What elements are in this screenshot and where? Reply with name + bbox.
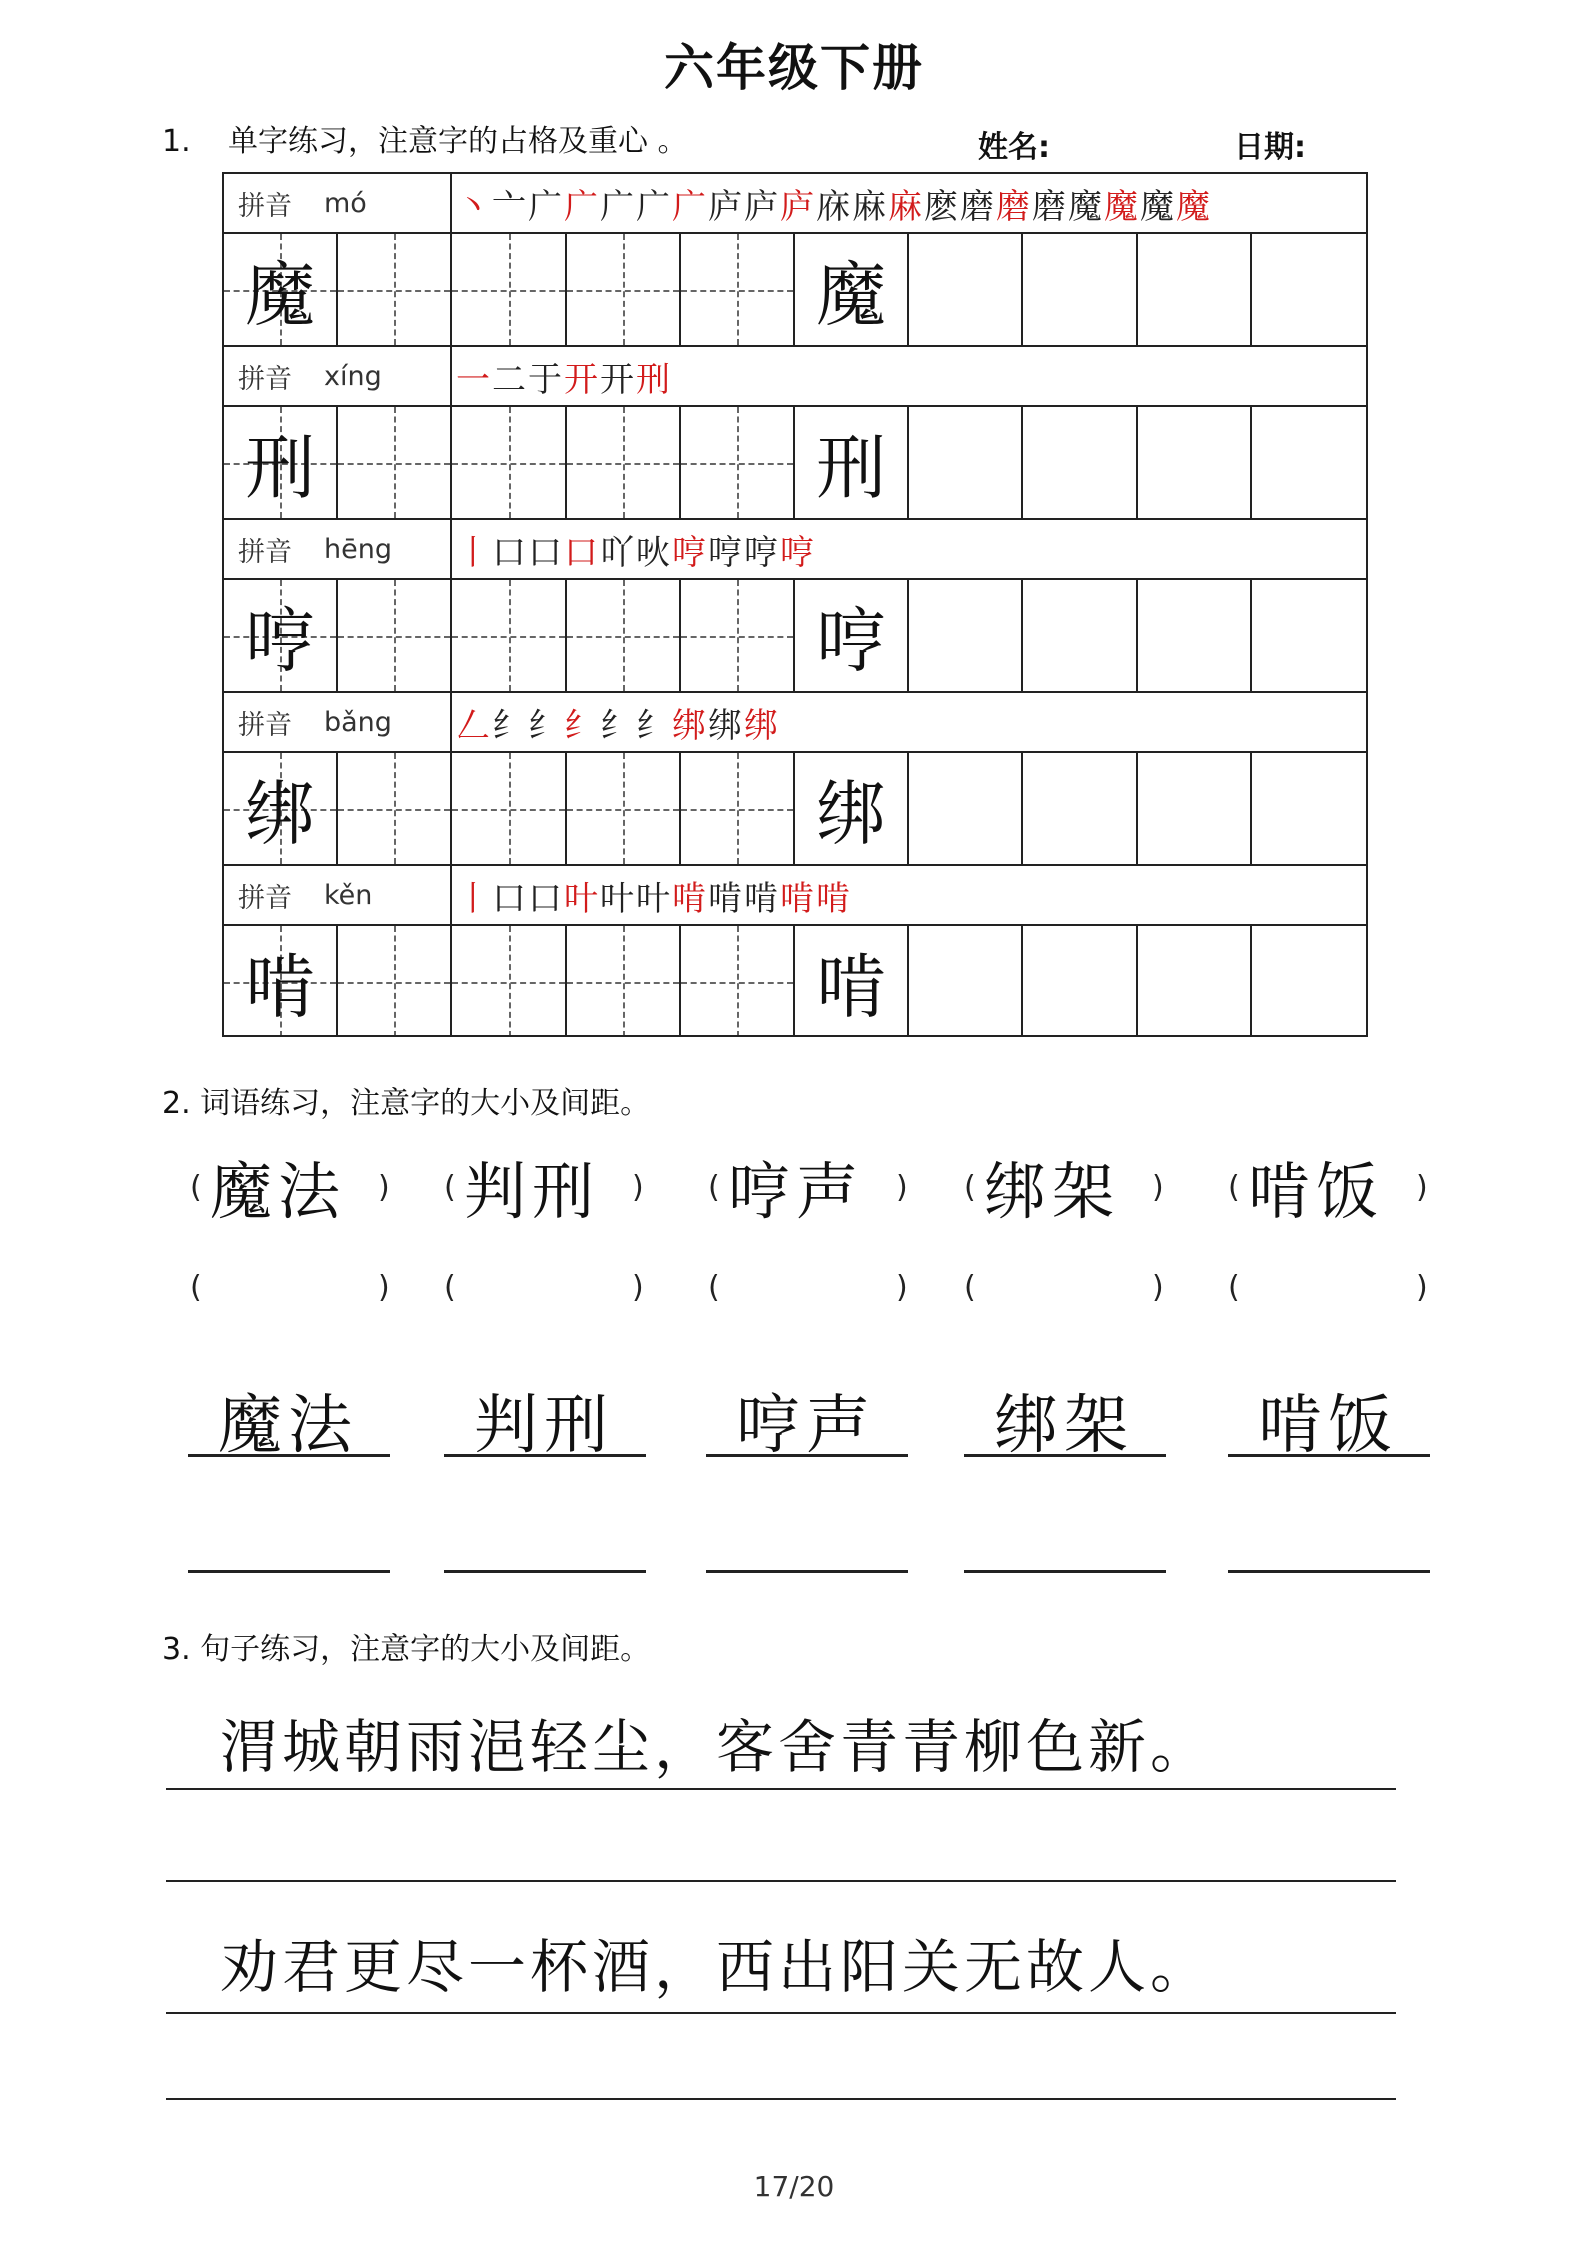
pinyin-row bbox=[222, 691, 1368, 751]
stroke-step: 纟 bbox=[564, 705, 600, 746]
guide-line-vertical bbox=[737, 926, 739, 1037]
model-character: 啃 bbox=[245, 946, 316, 1028]
blank-paren-close: ) bbox=[896, 1270, 908, 1305]
stroke-step: 啃 bbox=[780, 878, 816, 919]
stroke-order bbox=[452, 866, 1366, 924]
stroke-step: 麻 bbox=[852, 186, 888, 227]
pinyin-label-text: 拼音 bbox=[238, 363, 292, 395]
guide-line-vertical bbox=[623, 234, 625, 345]
pinyin-label-text: 拼音 bbox=[238, 882, 292, 914]
stroke-step: 刑 bbox=[636, 359, 672, 400]
blank-paren-open[interactable]: ( bbox=[190, 1270, 202, 1305]
practice-cell[interactable] bbox=[338, 234, 452, 345]
pinyin-answer-word: 绑架 bbox=[984, 1155, 1121, 1228]
pinyin-label bbox=[224, 347, 452, 405]
stroke-step: 开 bbox=[600, 359, 636, 400]
pinyin-answer-word: 哼声 bbox=[728, 1155, 865, 1228]
stroke-step: 广 bbox=[672, 186, 708, 227]
stroke-step: 绑 bbox=[708, 705, 744, 746]
page-number: 17/20 bbox=[753, 2170, 835, 2203]
section3-heading: 3. 句子练习，注意字的大小及间距。 bbox=[162, 1632, 651, 1667]
guide-line-vertical bbox=[394, 407, 396, 518]
stroke-step: 磨 bbox=[1032, 186, 1068, 227]
stroke-step: 哼 bbox=[780, 532, 816, 573]
sentence-line-1[interactable] bbox=[166, 1788, 1396, 1790]
stroke-step: 魔 bbox=[1104, 186, 1140, 227]
stroke-step: 吙 bbox=[636, 532, 672, 573]
stroke-step: 丶 bbox=[456, 186, 492, 227]
writing-row bbox=[222, 751, 1368, 864]
blank-paren-open[interactable]: ( bbox=[708, 1270, 720, 1305]
model-character-cell bbox=[224, 926, 338, 1037]
model-word-underline bbox=[1228, 1454, 1430, 1457]
sentence-1: 渭城朝雨浥轻尘，客舍青青柳色新。 bbox=[220, 1713, 1213, 1781]
stroke-step: 丨 bbox=[456, 532, 492, 573]
practice-cell[interactable] bbox=[1252, 926, 1366, 1037]
section2-heading: 2. 词语练习，注意字的大小及间距。 bbox=[162, 1086, 651, 1121]
pinyin-label bbox=[224, 866, 452, 924]
stroke-step: 二 bbox=[492, 359, 528, 400]
practice-cell[interactable] bbox=[681, 753, 795, 864]
model-character-cell bbox=[795, 407, 909, 518]
blank-paren-close: ) bbox=[1152, 1270, 1164, 1305]
pinyin-value: hēng bbox=[324, 533, 392, 565]
sentence-line-3[interactable] bbox=[166, 2012, 1396, 2014]
practice-cell[interactable] bbox=[909, 753, 1023, 864]
date-label: 日期: bbox=[1234, 130, 1306, 165]
stroke-step: 啃 bbox=[708, 878, 744, 919]
stroke-step: 广 bbox=[528, 186, 564, 227]
paren-close: ) bbox=[1152, 1170, 1164, 1205]
practice-word-line[interactable] bbox=[1228, 1570, 1430, 1573]
model-word-underline bbox=[188, 1454, 390, 1457]
writing-row bbox=[222, 924, 1368, 1037]
practice-word-line[interactable] bbox=[188, 1570, 390, 1573]
writing-row bbox=[222, 232, 1368, 345]
stroke-step: 庥 bbox=[816, 186, 852, 227]
practice-cell[interactable] bbox=[1138, 234, 1252, 345]
stroke-step: 亠 bbox=[492, 186, 528, 227]
practice-cell[interactable] bbox=[681, 580, 795, 691]
model-character: 刑 bbox=[816, 427, 887, 509]
model-character: 刑 bbox=[245, 427, 316, 509]
guide-line-vertical bbox=[394, 580, 396, 691]
practice-cell[interactable] bbox=[681, 234, 795, 345]
stroke-step: 纟 bbox=[636, 705, 672, 746]
pinyin-label-text: 拼音 bbox=[238, 709, 292, 741]
practice-cell[interactable] bbox=[452, 580, 566, 691]
practice-cell[interactable] bbox=[1252, 407, 1366, 518]
model-word-underline bbox=[964, 1454, 1166, 1457]
practice-cell[interactable] bbox=[1138, 407, 1252, 518]
model-character-cell bbox=[795, 753, 909, 864]
pinyin-label bbox=[224, 174, 452, 232]
stroke-order bbox=[452, 693, 1366, 751]
section1-heading-text: 单字练习，注意字的占格及重心 。 bbox=[228, 124, 688, 159]
stroke-step: 叶 bbox=[600, 878, 636, 919]
pinyin-row bbox=[222, 864, 1368, 924]
practice-cell[interactable] bbox=[1023, 407, 1137, 518]
stroke-step: 纟 bbox=[492, 705, 528, 746]
character-practice-grid bbox=[222, 172, 1368, 1038]
practice-cell[interactable] bbox=[452, 407, 566, 518]
model-word: 哼声 bbox=[736, 1389, 876, 1463]
model-character: 啃 bbox=[816, 946, 887, 1028]
practice-cell[interactable] bbox=[1023, 234, 1137, 345]
model-character: 哼 bbox=[816, 600, 887, 682]
practice-cell[interactable] bbox=[567, 234, 681, 345]
pinyin-answer-word: 魔法 bbox=[210, 1155, 347, 1228]
model-word: 绑架 bbox=[994, 1389, 1134, 1463]
practice-cell[interactable] bbox=[567, 753, 681, 864]
model-character-cell bbox=[795, 234, 909, 345]
guide-line-vertical bbox=[737, 407, 739, 518]
model-character-cell bbox=[795, 926, 909, 1037]
paren-open: ( bbox=[964, 1170, 976, 1205]
model-character: 魔 bbox=[245, 254, 316, 336]
practice-cell[interactable] bbox=[909, 234, 1023, 345]
stroke-step: 绑 bbox=[672, 705, 708, 746]
stroke-step: 哼 bbox=[708, 532, 744, 573]
stroke-step: 广 bbox=[600, 186, 636, 227]
guide-line-vertical bbox=[509, 753, 511, 864]
grid-bottom-border bbox=[222, 1035, 1368, 1037]
practice-word-line[interactable] bbox=[964, 1570, 1166, 1573]
stroke-step: 啃 bbox=[816, 878, 852, 919]
blank-paren-close: ) bbox=[378, 1270, 390, 1305]
guide-line-vertical bbox=[509, 234, 511, 345]
section1-heading bbox=[162, 116, 688, 160]
guide-line-vertical bbox=[509, 407, 511, 518]
practice-cell[interactable] bbox=[1023, 580, 1137, 691]
practice-cell[interactable] bbox=[909, 407, 1023, 518]
pinyin-answer-word: 判刑 bbox=[464, 1155, 601, 1228]
blank-paren-open[interactable]: ( bbox=[1228, 1270, 1240, 1305]
stroke-step: 啃 bbox=[672, 878, 708, 919]
model-character: 绑 bbox=[816, 773, 887, 855]
stroke-step: 磨 bbox=[960, 186, 996, 227]
stroke-step: 纟 bbox=[528, 705, 564, 746]
stroke-step: 口 bbox=[492, 878, 528, 919]
page-title: 六年级下册 bbox=[664, 39, 924, 97]
pinyin-label bbox=[224, 520, 452, 578]
practice-cell[interactable] bbox=[1023, 926, 1137, 1037]
paren-open: ( bbox=[1228, 1170, 1240, 1205]
blank-paren-open[interactable]: ( bbox=[444, 1270, 456, 1305]
paren-open: ( bbox=[444, 1170, 456, 1205]
stroke-step: 庐 bbox=[708, 186, 744, 227]
paren-close: ) bbox=[378, 1170, 390, 1205]
guide-line-vertical bbox=[394, 234, 396, 345]
writing-row bbox=[222, 405, 1368, 518]
practice-cell[interactable] bbox=[681, 926, 795, 1037]
guide-line-vertical bbox=[623, 407, 625, 518]
model-word: 啃饭 bbox=[1258, 1389, 1398, 1463]
practice-cell[interactable] bbox=[338, 926, 452, 1037]
pinyin-answer-word: 啃饭 bbox=[1248, 1155, 1385, 1228]
practice-cell[interactable] bbox=[452, 234, 566, 345]
sentence-line-2[interactable] bbox=[166, 1880, 1396, 1882]
blank-paren-close: ) bbox=[632, 1270, 644, 1305]
stroke-step: 麽 bbox=[924, 186, 960, 227]
stroke-order bbox=[452, 347, 1366, 405]
paren-open: ( bbox=[190, 1170, 202, 1205]
stroke-step: 磨 bbox=[996, 186, 1032, 227]
practice-cell[interactable] bbox=[567, 926, 681, 1037]
model-word-underline bbox=[706, 1454, 908, 1457]
pinyin-row bbox=[222, 345, 1368, 405]
pinyin-label bbox=[224, 693, 452, 751]
pinyin-value: kěn bbox=[324, 879, 373, 911]
practice-cell[interactable] bbox=[1252, 580, 1366, 691]
model-word: 判刑 bbox=[474, 1389, 614, 1463]
stroke-step: 口 bbox=[528, 878, 564, 919]
stroke-step: 魔 bbox=[1176, 186, 1212, 227]
stroke-step: 𠃋 bbox=[456, 705, 492, 746]
stroke-step: 广 bbox=[564, 186, 600, 227]
stroke-step: 广 bbox=[636, 186, 672, 227]
model-character-cell bbox=[795, 580, 909, 691]
stroke-order bbox=[452, 520, 1366, 578]
guide-line-vertical bbox=[623, 753, 625, 864]
paren-close: ) bbox=[1416, 1170, 1428, 1205]
stroke-step: 叶 bbox=[636, 878, 672, 919]
practice-cell[interactable] bbox=[909, 580, 1023, 691]
stroke-step: 丨 bbox=[456, 878, 492, 919]
guide-line-vertical bbox=[394, 926, 396, 1037]
stroke-step: 魔 bbox=[1140, 186, 1176, 227]
guide-line-vertical bbox=[394, 753, 396, 864]
practice-cell[interactable] bbox=[1138, 580, 1252, 691]
practice-cell[interactable] bbox=[1252, 753, 1366, 864]
stroke-step: 口 bbox=[564, 532, 600, 573]
model-character-cell bbox=[224, 234, 338, 345]
practice-cell[interactable] bbox=[338, 407, 452, 518]
stroke-step: 纟 bbox=[600, 705, 636, 746]
model-character-cell bbox=[224, 753, 338, 864]
guide-line-vertical bbox=[737, 234, 739, 345]
practice-cell[interactable] bbox=[1138, 753, 1252, 864]
pinyin-label-text: 拼音 bbox=[238, 190, 292, 222]
section1-number: 1. bbox=[162, 124, 191, 159]
stroke-step: 魔 bbox=[1068, 186, 1104, 227]
practice-cell[interactable] bbox=[452, 753, 566, 864]
model-word-underline bbox=[444, 1454, 646, 1457]
pinyin-value: bǎng bbox=[324, 706, 392, 738]
practice-cell[interactable] bbox=[1138, 926, 1252, 1037]
pinyin-row bbox=[222, 172, 1368, 232]
blank-paren-close: ) bbox=[1416, 1270, 1428, 1305]
model-character: 魔 bbox=[816, 254, 887, 336]
practice-cell[interactable] bbox=[909, 926, 1023, 1037]
practice-cell[interactable] bbox=[452, 926, 566, 1037]
stroke-step: 啃 bbox=[744, 878, 780, 919]
guide-line-vertical bbox=[509, 926, 511, 1037]
blank-paren-open[interactable]: ( bbox=[964, 1270, 976, 1305]
pinyin-value: xíng bbox=[324, 360, 382, 392]
model-word: 魔法 bbox=[218, 1389, 358, 1463]
practice-cell[interactable] bbox=[1023, 753, 1137, 864]
guide-line-vertical bbox=[623, 926, 625, 1037]
paren-open: ( bbox=[708, 1170, 720, 1205]
practice-cell[interactable] bbox=[567, 407, 681, 518]
pinyin-label-text: 拼音 bbox=[238, 536, 292, 568]
model-character-cell bbox=[224, 407, 338, 518]
pinyin-value: mó bbox=[324, 187, 367, 219]
stroke-step: 哼 bbox=[744, 532, 780, 573]
practice-cell[interactable] bbox=[338, 580, 452, 691]
stroke-step: 口 bbox=[492, 532, 528, 573]
guide-line-vertical bbox=[737, 580, 739, 691]
practice-word-line[interactable] bbox=[706, 1570, 908, 1573]
model-character: 绑 bbox=[245, 773, 316, 855]
writing-row bbox=[222, 578, 1368, 691]
practice-cell[interactable] bbox=[338, 753, 452, 864]
name-label: 姓名: bbox=[978, 130, 1050, 165]
stroke-step: 庐 bbox=[744, 186, 780, 227]
guide-line-vertical bbox=[737, 753, 739, 864]
practice-cell[interactable] bbox=[1252, 234, 1366, 345]
stroke-step: 庐 bbox=[780, 186, 816, 227]
guide-line-vertical bbox=[509, 580, 511, 691]
sentence-2: 劝君更尽一杯酒，西出阳关无故人。 bbox=[220, 1933, 1213, 2001]
stroke-step: 开 bbox=[564, 359, 600, 400]
stroke-order bbox=[452, 174, 1366, 232]
pinyin-row bbox=[222, 518, 1368, 578]
stroke-step: 一 bbox=[456, 359, 492, 400]
practice-cell[interactable] bbox=[681, 407, 795, 518]
model-character: 哼 bbox=[245, 600, 316, 682]
practice-word-line[interactable] bbox=[444, 1570, 646, 1573]
paren-close: ) bbox=[632, 1170, 644, 1205]
stroke-step: 于 bbox=[528, 359, 564, 400]
paren-close: ) bbox=[896, 1170, 908, 1205]
stroke-step: 叶 bbox=[564, 878, 600, 919]
stroke-step: 绑 bbox=[744, 705, 780, 746]
sentence-line-4[interactable] bbox=[166, 2098, 1396, 2100]
stroke-step: 哼 bbox=[672, 532, 708, 573]
guide-line-vertical bbox=[623, 580, 625, 691]
practice-cell[interactable] bbox=[567, 580, 681, 691]
stroke-step: 口 bbox=[528, 532, 564, 573]
model-character-cell bbox=[224, 580, 338, 691]
stroke-step: 吖 bbox=[600, 532, 636, 573]
stroke-step: 麻 bbox=[888, 186, 924, 227]
